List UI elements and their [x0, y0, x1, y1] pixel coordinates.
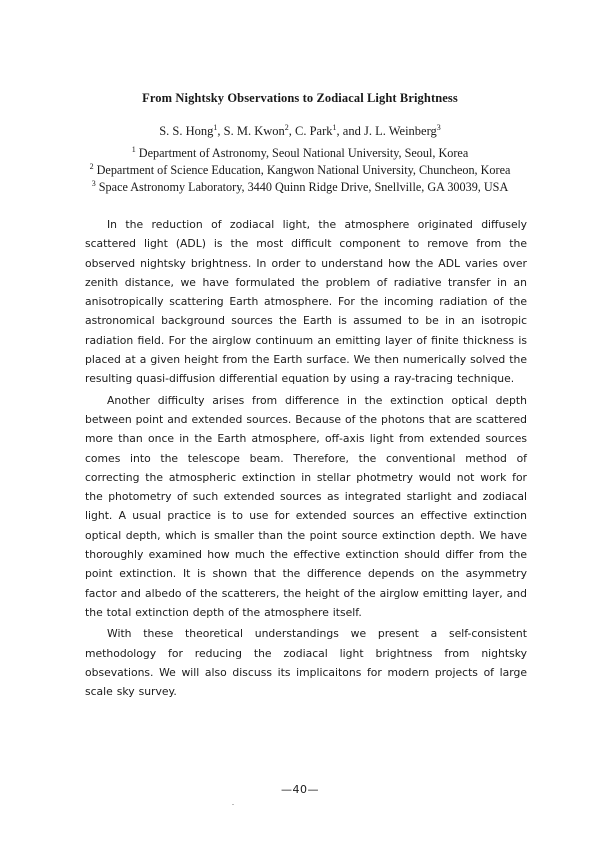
affiliation-text: Department of Science Education, Kangwon National University, Chuncheon, Korea	[96, 163, 511, 177]
author-affil-mark: 2	[284, 122, 289, 132]
affiliation	[0, 163, 600, 178]
affiliation	[0, 180, 600, 195]
author-affil-mark: 3	[436, 122, 441, 132]
author-list	[0, 124, 600, 139]
page-number: —40—	[281, 783, 319, 796]
paper-title: From Nightsky Observations to Zodiacal Light Brightness	[142, 91, 458, 105]
affiliation-mark: 2	[89, 161, 94, 171]
author-affil-mark: 1	[332, 122, 337, 132]
author-separator: ,	[217, 124, 224, 138]
scan-speck	[232, 804, 234, 805]
author-name: S. S. Hong	[159, 124, 214, 138]
affiliation-mark: 1	[131, 144, 136, 154]
abstract-paragraph: In the reduction of zodiacal light, the atmosphere originated diffusely scattered light (ADL) is the most difficult component to remove from the observed nightsky brightness. In order to understand how the ADL varies over zenith distance, we have formulated the problem of radiative transfer in an anisotropically scattering Earth atmosphere. For the incoming radiation of the astronomical background sources the Earth is assumed to be in an isotropic radiation field. For the airglow continuum an emitting layer of finite thickness is placed at a given height from the Earth surface. We then numerically solved the resulting quasi-diffusion differential equation by using a ray-tracing technique.	[85, 218, 527, 386]
abstract-body	[85, 215, 527, 703]
author-name: S. M. Kwon	[223, 124, 285, 138]
abstract-paragraph: With these theoretical understandings we present a self-consistent methodology for reducing the zodiacal light brightness from nightsky obsevations. We will also discuss its implicaitons for modern projects of large scale sky survey.	[85, 627, 527, 699]
author-separator: ,	[288, 124, 296, 138]
author-affil-mark: 1	[213, 122, 218, 132]
affiliation-text: Space Astronomy Laboratory, 3440 Quinn Ridge Drive, Snellville, GA 30039, USA	[98, 180, 509, 194]
abstract-paragraph: Another difficulty arises from difference in the extinction optical depth between point and extended sources. Because of the photons that are scattered more than once in the Earth atmosphere, off-axis light from extended sources comes into the telescope beam. Therefore, the conventional method of correcting the atmospheric extinction in stellar photmetry would not work for the photometry of such extended sources as integrated starlight and zodiacal light. A usual practice is to use for extended sources an effective extinction optical depth, which is smaller than the point source extinction depth. We have thoroughly examined how much the effective extinction should differ from the point extinction. It is shown that the difference depends on the asymmetry factor and albedo of the scatterers, the height of the airglow emitting layer, and the total extinction depth of the atmosphere itself.	[85, 393, 527, 619]
affiliation-text: Department of Astronomy, Seoul National University, Seoul, Korea	[138, 146, 469, 160]
author-name: J. L. Weinberg	[363, 124, 437, 138]
affiliation-mark: 3	[91, 178, 96, 188]
affiliation	[0, 146, 600, 161]
author-name: C. Park	[295, 124, 333, 138]
author-separator: , and	[336, 124, 364, 138]
